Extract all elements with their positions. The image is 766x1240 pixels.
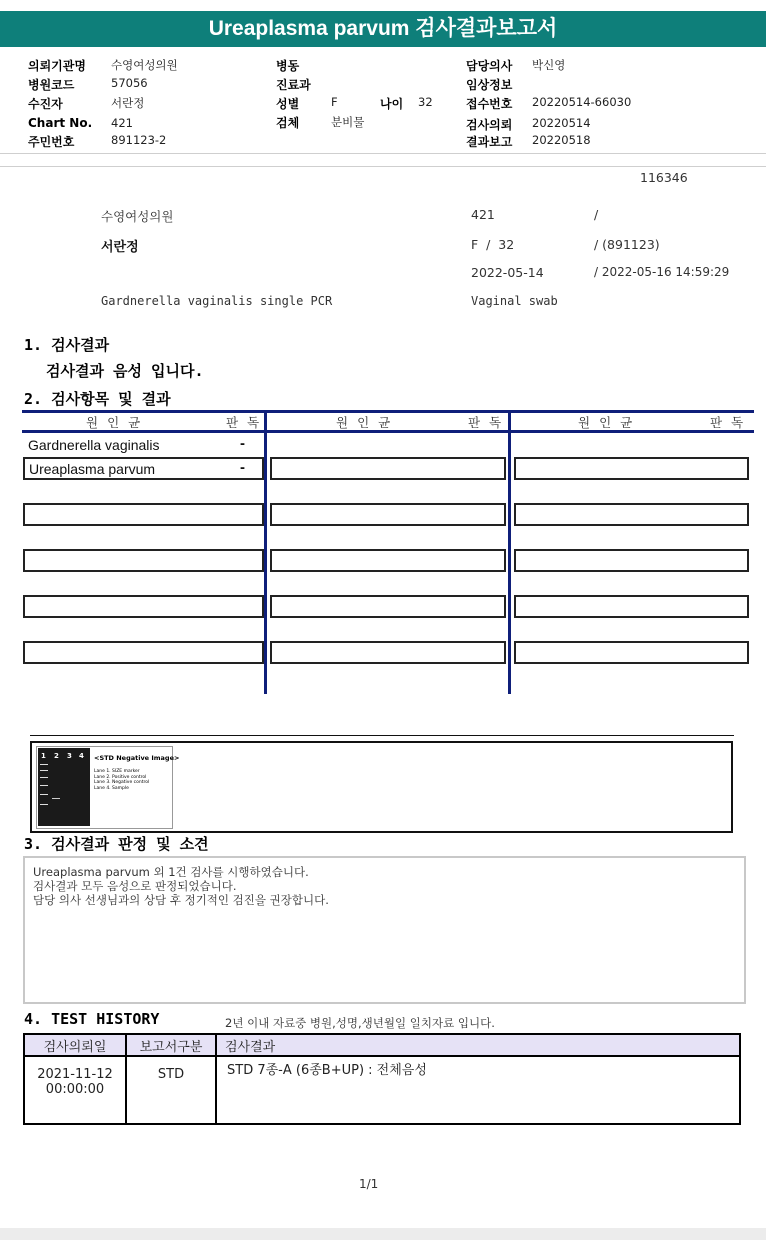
header-value: 20220514-66030 xyxy=(532,95,632,109)
label-slash: / xyxy=(594,207,599,222)
header-value: 박신영 xyxy=(532,58,566,72)
col-head-organism: 원인균 xyxy=(336,415,400,430)
image-top-rule xyxy=(30,735,734,736)
header-label: 검사의뢰 xyxy=(466,118,513,132)
result-cell xyxy=(514,503,749,526)
result-cell xyxy=(270,503,506,526)
gel-band xyxy=(40,785,48,786)
col-head-result: 판독 xyxy=(226,415,269,430)
label-birth: / (891123) xyxy=(594,237,660,252)
result-cell xyxy=(23,641,264,664)
header-divider xyxy=(0,153,766,154)
header-label: 담당의사 xyxy=(466,59,513,73)
organism-name: Ureaplasma parvum xyxy=(29,461,156,477)
label-sex-age: F / 32 xyxy=(471,237,515,252)
header-label: 주민번호 xyxy=(28,135,75,149)
header-value: 수영여성의원 xyxy=(111,58,178,72)
organism-result: - xyxy=(240,435,245,452)
label-patient: 서란정 xyxy=(101,240,139,255)
header-value: 891123-2 xyxy=(111,133,167,147)
organism-name: Gardnerella vaginalis xyxy=(28,437,160,453)
page-number: 1/1 xyxy=(359,1177,379,1191)
gel-legend-item: Lane 2. Positive control xyxy=(94,774,147,780)
result-cell xyxy=(514,595,749,618)
grid-column-divider xyxy=(508,411,511,694)
label-report-datetime: / 2022-05-16 14:59:29 xyxy=(594,265,730,279)
header-label: Chart No. xyxy=(28,116,93,130)
result-cell xyxy=(23,549,264,572)
history-header-row xyxy=(24,1034,740,1056)
table-row xyxy=(24,1056,740,1124)
gel-legend-item: Lane 4. Sample xyxy=(94,785,129,791)
gel-photo xyxy=(38,748,90,826)
result-cell xyxy=(270,549,506,572)
header-value: 20220518 xyxy=(532,133,591,147)
label-test-name: Gardnerella vaginalis single PCR xyxy=(101,294,333,308)
header-value: 서란정 xyxy=(111,96,145,110)
result-cell xyxy=(514,641,749,664)
opinion-line: 검사결과 모두 음성으로 판정되었습니다. xyxy=(33,879,237,893)
history-type: STD xyxy=(126,1056,216,1124)
header-label: 결과보고 xyxy=(466,135,513,149)
header-label: 성별 xyxy=(276,97,300,111)
gel-band xyxy=(40,770,48,771)
header-label: 의뢰기관명 xyxy=(28,59,86,73)
opinion-line: 담당 의사 선생님과의 상담 후 정기적인 검진을 권장합니다. xyxy=(33,893,329,907)
result-cell xyxy=(23,595,264,618)
result-cell xyxy=(270,595,506,618)
col-head-result: 판독 xyxy=(468,415,511,430)
gel-legend-item: Lane 1. SIZE marker xyxy=(94,769,140,774)
gel-legend-item: Lane 3. Negative control xyxy=(94,780,150,785)
label-clinic: 수영여성의원 xyxy=(101,209,174,224)
gel-band xyxy=(40,764,48,765)
col-head-organism: 원인균 xyxy=(86,415,150,430)
header-divider xyxy=(0,166,766,167)
history-date: 2021-11-12 xyxy=(37,1067,113,1082)
col-head-result: 판독 xyxy=(710,415,753,430)
age-label: 나이 xyxy=(380,97,404,111)
age-value: 32 xyxy=(418,95,433,109)
gel-band xyxy=(40,804,48,805)
grid-column-divider xyxy=(264,411,267,694)
header-label: 접수번호 xyxy=(466,97,513,111)
section2-heading: 2. 검사항목 및 결과 xyxy=(24,390,171,408)
history-table xyxy=(23,1033,741,1125)
history-col-date: 검사의뢰일 xyxy=(24,1034,126,1056)
history-note: 2년 이내 자료중 병원,성명,생년월일 일치자료 입니다. xyxy=(225,1016,495,1030)
header-value: F xyxy=(331,95,338,109)
history-time: 00:00:00 xyxy=(45,1082,105,1097)
result-cell xyxy=(514,457,749,480)
section1-heading: 1. 검사결과 xyxy=(24,336,110,354)
lane-label: 1 xyxy=(41,752,46,760)
header-value: 57056 xyxy=(111,76,148,90)
result-cell xyxy=(270,457,506,480)
header-label: 임상정보 xyxy=(466,78,513,92)
header-value: 분비물 xyxy=(331,115,365,129)
gel-image xyxy=(36,746,180,829)
result-cell xyxy=(23,503,264,526)
lane-label: 4 xyxy=(79,752,84,760)
header-label: 검체 xyxy=(276,116,300,130)
header-label: 병동 xyxy=(276,59,300,73)
report-title: Ureaplasma parvum 검사결과보고서 xyxy=(0,11,766,47)
lane-label: 2 xyxy=(54,752,59,760)
label-chart: 421 xyxy=(471,207,495,222)
history-col-type: 보고서구분 xyxy=(126,1034,216,1056)
label-specimen: Vaginal swab xyxy=(471,294,558,308)
gel-band xyxy=(52,798,60,799)
header-value: 421 xyxy=(111,116,133,130)
history-col-result: 검사결과 xyxy=(216,1034,740,1056)
footer-band xyxy=(0,1228,766,1240)
header-label: 진료과 xyxy=(276,78,311,92)
result-cell xyxy=(514,549,749,572)
gel-band xyxy=(40,794,48,795)
gel-band xyxy=(40,777,48,778)
opinion-line: Ureaplasma parvum 외 1건 검사를 시행하였습니다. xyxy=(33,865,309,879)
result-cell xyxy=(270,641,506,664)
lane-label: 3 xyxy=(67,752,72,760)
header-label: 수진자 xyxy=(28,97,63,111)
label-request-date: 2022-05-14 xyxy=(471,265,544,280)
history-date-cell xyxy=(24,1056,126,1124)
header-label: 병원코드 xyxy=(28,78,75,92)
gel-title: <STD Negative Image> xyxy=(94,754,180,762)
organism-result: - xyxy=(240,459,245,476)
section3-heading: 3. 검사결과 판정 및 소견 xyxy=(24,835,209,853)
col-head-organism: 원인균 xyxy=(578,415,642,430)
result-summary: 검사결과 음성 입니다. xyxy=(46,362,204,380)
section4-heading: 4. TEST HISTORY xyxy=(24,1010,160,1028)
label-code: 116346 xyxy=(640,170,688,185)
gel-legend xyxy=(94,769,149,791)
header-value: 20220514 xyxy=(532,116,591,130)
history-result: STD 7종-A (6종B+UP) : 전체음성 xyxy=(216,1056,740,1124)
